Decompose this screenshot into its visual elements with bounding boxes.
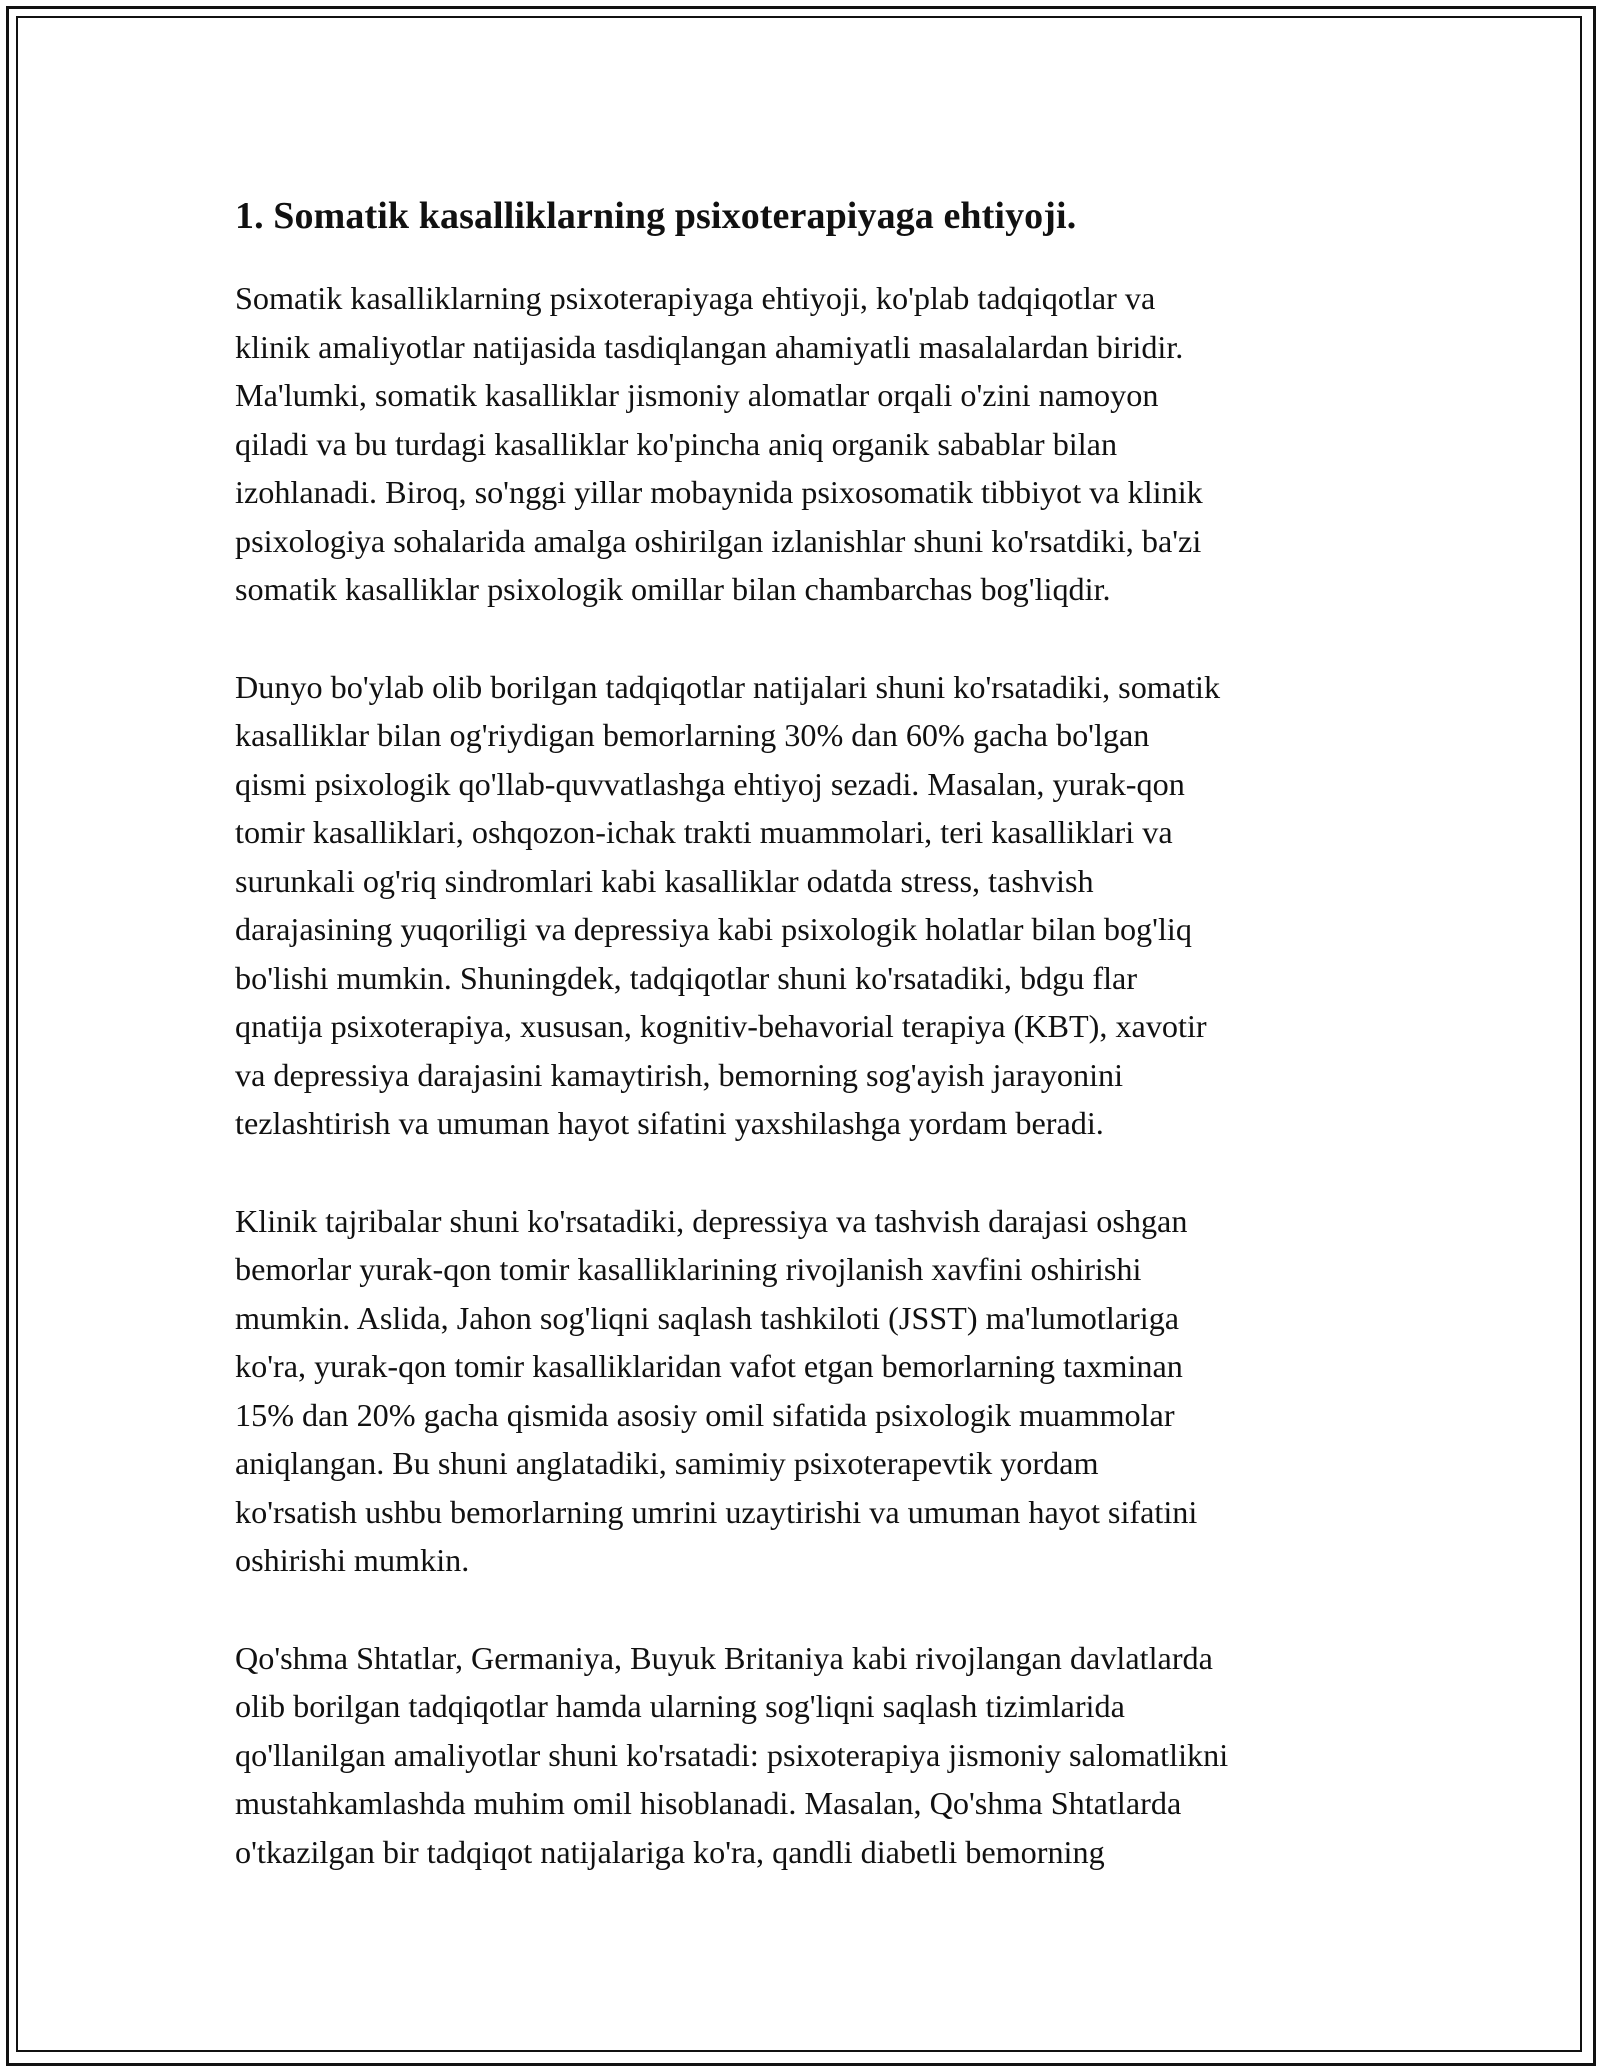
paragraph bbox=[235, 274, 1380, 614]
text-line: somatik kasalliklar psixologik omillar bilan chambarchas bog'liqdir. bbox=[235, 571, 1111, 607]
text-line: mustahkamlashda muhim omil hisoblanadi. Masalan, Qo'shma Shtatlarda bbox=[235, 1785, 1182, 1821]
text-line: 15% dan 20% gacha qismida asosiy omil sifatida psixologik muammolar bbox=[235, 1396, 1175, 1433]
text-line: klinik amaliyotlar natijasida tasdiqlangan ahamiyatli masalalardan biridir. bbox=[235, 328, 1184, 365]
text-line: qismi psixologik qo'llab-quvvatlashga ehtiyoj sezadi. Masalan, yurak-qon bbox=[235, 765, 1185, 802]
text-line: darajasining yuqoriligi va depressiya kabi psixologik holatlar bilan bog'liq bbox=[235, 911, 1192, 947]
text-line: olib borilgan tadqiqotlar hamda ularning sog'liqni saqlash tizimlarida bbox=[235, 1688, 1125, 1724]
document-body bbox=[235, 186, 1380, 1925]
paragraph bbox=[235, 1197, 1380, 1585]
paragraph bbox=[235, 663, 1380, 1148]
text-line: qiladi va bu turdagi kasalliklar ko'pincha aniq organik sabablar bilan bbox=[235, 425, 1118, 462]
text-line: bo'lishi mumkin. Shuningdek, tadqiqotlar shuni ko'rsatadiki, bdgu flar bbox=[235, 959, 1138, 996]
text-line: Qo'shma Shtatlar, Germaniya, Buyuk Britaniya kabi rivojlangan davlatlarda bbox=[235, 1639, 1213, 1676]
text-line: surunkali og'riq sindromlari kabi kasalliklar odatda stress, tashvish bbox=[235, 862, 1094, 899]
text-line: Klinik tajribalar shuni ko'rsatadiki, depressiya va tashvish darajasi oshgan bbox=[235, 1202, 1188, 1239]
text-line: mumkin. Aslida, Jahon sog'liqni saqlash tashkiloti (JSST) ma'lumotlariga bbox=[235, 1299, 1180, 1336]
text-line: Dunyo bo'ylab olib borilgan tadqiqotlar natijalari shuni ko'rsatadiki, somatik bbox=[235, 668, 1221, 705]
text-line: ko'ra, yurak-qon tomir kasalliklaridan vafot etgan bemorlarning taxminan bbox=[235, 1348, 1183, 1384]
paragraph bbox=[235, 1634, 1380, 1877]
text-line: Somatik kasalliklarning psixoterapiyaga ehtiyoji, ko'plab tadqiqotlar va bbox=[235, 280, 1156, 316]
text-line: oshirishi mumkin. bbox=[235, 1542, 470, 1578]
text-line: ko'rsatish ushbu bemorlarning umrini uzaytirishi va umuman hayot sifatini bbox=[235, 1493, 1198, 1530]
text-line: aniqlangan. Bu shuni anglatadiki, samimiy psixoterapevtik yordam bbox=[235, 1445, 1099, 1481]
text-line: tezlashtirish va umuman hayot sifatini yaxshilashga yordam beradi. bbox=[235, 1105, 1104, 1141]
text-line: tomir kasalliklari, oshqozon-ichak trakti muammolari, teri kasalliklari va bbox=[235, 814, 1173, 850]
text-line: Ma'lumki, somatik kasalliklar jismoniy alomatlar orqali o'zini namoyon bbox=[235, 377, 1159, 413]
section-heading: 1. Somatik kasalliklarning psixoterapiyaga ehtiyoji. bbox=[235, 195, 1077, 237]
text-line: qo'llanilgan amaliyotlar shuni ko'rsatadi: psixoterapiya jismoniy salomatlikni bbox=[235, 1736, 1229, 1773]
text-line: kasalliklar bilan og'riydigan bemorlarning 30% dan 60% gacha bo'lgan bbox=[235, 717, 1150, 753]
text-line: qnatija psixoterapiya, xususan, kognitiv-behavorial terapiya (KBT), xavotir bbox=[235, 1008, 1207, 1044]
text-line: bemorlar yurak-qon tomir kasalliklarining rivojlanish xavfini oshirishi bbox=[235, 1251, 1142, 1287]
text-line: psixologiya sohalarida amalga oshirilgan izlanishlar shuni ko'rsatdiki, ba'zi bbox=[235, 522, 1202, 559]
text-line: izohlanadi. Biroq, so'nggi yillar mobaynida psixosomatik tibbiyot va klinik bbox=[235, 474, 1203, 510]
text-line: va depressiya darajasini kamaytirish, bemorning sog'ayish jarayonini bbox=[235, 1056, 1124, 1093]
text-line: o'tkazilgan bir tadqiqot natijalariga ko'ra, qandli diabetli bemorning bbox=[235, 1833, 1105, 1870]
